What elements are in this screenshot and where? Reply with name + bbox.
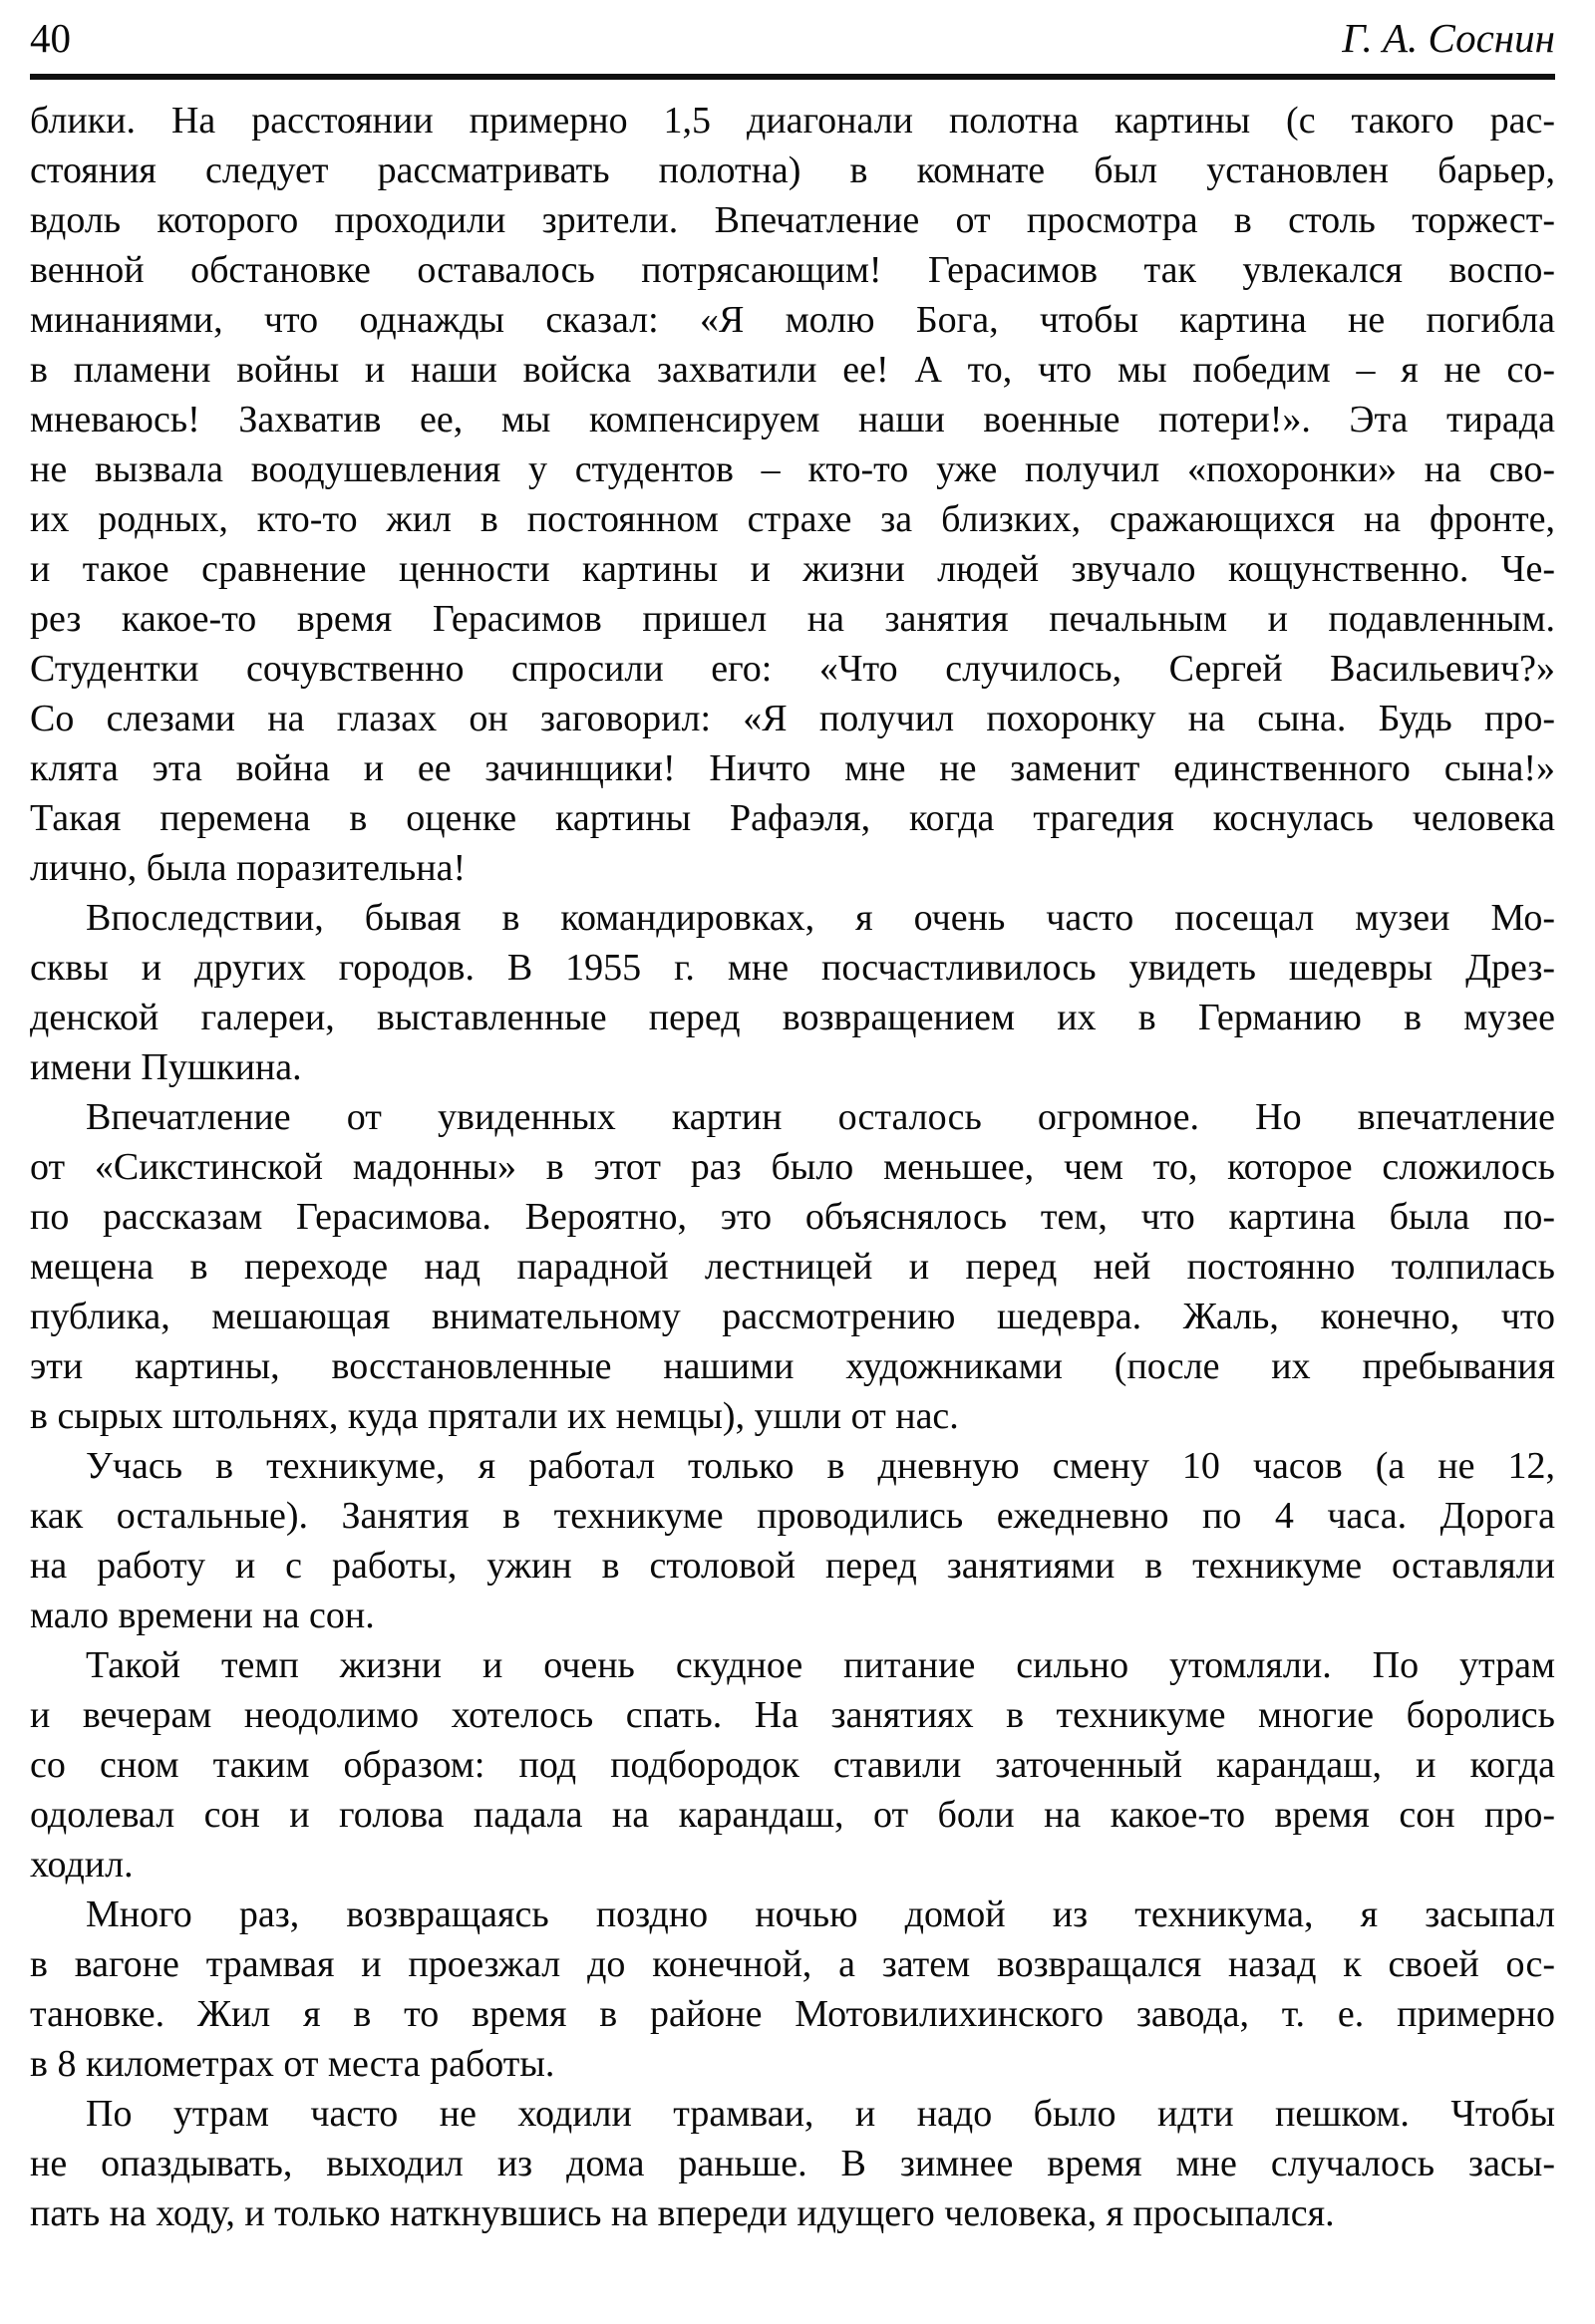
text-line: как остальные). Занятия в техникуме проводились ежедневно по 4 часа. Дорога <box>30 1495 1555 1537</box>
text-line: Много раз, возвращаясь поздно ночью домой из техникума, я засыпал <box>86 1893 1555 1935</box>
text-line: по рассказам Герасимова. Вероятно, это объяснялось тем, что картина была по- <box>30 1196 1555 1238</box>
text-line: пать на ходу, и только наткнувшись на впереди идущего человека, я просыпался. <box>30 2192 1335 2234</box>
text-line: Впечатление от увиденных картин осталось огромное. Но впечатление <box>86 1096 1555 1138</box>
text-line: не опаздывать, выходил из дома раньше. В зимнее время мне случалось засы- <box>30 2143 1555 2184</box>
header-rule <box>30 74 1555 80</box>
text-line: в пламени войны и наши войска захватили ее! А то, что мы победим – я не со- <box>30 349 1555 391</box>
text-line: публика, мешающая внимательному рассмотрению шедевра. Жаль, конечно, что <box>30 1296 1555 1337</box>
text-line: вдоль которого проходили зрители. Впечатление от просмотра в столь торжест- <box>30 199 1555 241</box>
text-line: не вызвала воодушевления у студентов – кто-то уже получил «похоронки» на сво- <box>30 448 1555 490</box>
text-line: По утрам часто не ходили трамваи, и надо было идти пешком. Чтобы <box>86 2093 1555 2135</box>
text-line: Со слезами на глазах он заговорил: «Я получил похоронку на сына. Будь про- <box>30 698 1555 739</box>
text-line: на работу и с работы, ужин в столовой перед занятиями в техникуме оставляли <box>30 1545 1555 1587</box>
text-line: в сырых штольнях, куда прятали их немцы), ушли от нас. <box>30 1395 959 1437</box>
text-line: ходил. <box>30 1844 134 1886</box>
text-line: Такой темп жизни и очень скудное питание сильно утомляли. По утрам <box>86 1644 1555 1686</box>
text-line: эти картины, восстановленные нашими художниками (после их пребывания <box>30 1345 1555 1387</box>
text-line: венной обстановке оставалось потрясающим! Герасимов так увлекался воспо- <box>30 249 1555 291</box>
text-line: клята эта война и ее зачинщики! Ничто мне не заменит единственного сына!» <box>30 747 1555 789</box>
text-line: блики. На расстоянии примерно 1,5 диагонали полотна картины (с такого рас- <box>30 100 1555 142</box>
text-line: мневаюсь! Захватив ее, мы компенсируем наши военные потери!». Эта тирада <box>30 399 1555 440</box>
text-line: в 8 километрах от места работы. <box>30 2043 555 2085</box>
text-line: и вечерам неодолимо хотелось спать. На занятиях в техникуме многие боролись <box>30 1694 1555 1736</box>
text-line: имени Пушкина. <box>30 1046 302 1088</box>
text-line: в вагоне трамвая и проезжал до конечной, а затем возвращался назад к своей ос- <box>30 1943 1555 1985</box>
text-line: Такая перемена в оценке картины Рафаэля, когда трагедия коснулась человека <box>30 797 1555 839</box>
text-line: со сном таким образом: под подбородок ставили заточенный карандаш, и когда <box>30 1744 1555 1786</box>
page-header <box>30 8 1555 62</box>
text-line: сквы и других городов. В 1955 г. мне посчастливилось увидеть шедевры Дрез- <box>30 947 1555 989</box>
text-line: Впоследствии, бывая в командировках, я очень часто посещал музеи Мо- <box>86 897 1555 939</box>
page-number: 40 <box>30 15 71 61</box>
text-line: лично, была поразительна! <box>30 847 467 889</box>
text-line: Студентки сочувственно спросили его: «Что случилось, Сергей Васильевич?» <box>30 648 1555 690</box>
page-body <box>30 96 1555 2238</box>
text-line: и такое сравнение ценности картины и жизни людей звучало кощунственно. Че- <box>30 548 1555 590</box>
text-line: стояния следует рассматривать полотна) в комнате был установлен барьер, <box>30 149 1555 191</box>
text-line: денской галереи, выставленные перед возвращением их в Германию в музее <box>30 997 1555 1038</box>
text-line: от «Сикстинской мадонны» в этот раз было меньшее, чем то, которое сложилось <box>30 1146 1555 1188</box>
text-line: их родных, кто-то жил в постоянном страхе за близких, сражающихся на фронте, <box>30 498 1555 540</box>
text-line: тановке. Жил я в то время в районе Мотовилихинского завода, т. е. примерно <box>30 1993 1555 2035</box>
text-line: Учась в техникуме, я работал только в дневную смену 10 часов (а не 12, <box>86 1445 1555 1487</box>
text-line: мещена в переходе над парадной лестницей и перед ней постоянно толпилась <box>30 1246 1555 1288</box>
text-line: одолевал сон и голова падала на карандаш, от боли на какое-то время сон про- <box>30 1794 1555 1836</box>
text-line: мало времени на сон. <box>30 1595 375 1636</box>
text-line: рез какое-то время Герасимов пришел на занятия печальным и подавленным. <box>30 598 1555 640</box>
text-line: минаниями, что однажды сказал: «Я молю Бога, чтобы картина не погибла <box>30 299 1555 341</box>
author-name: Г. А. Соснин <box>1342 15 1555 61</box>
